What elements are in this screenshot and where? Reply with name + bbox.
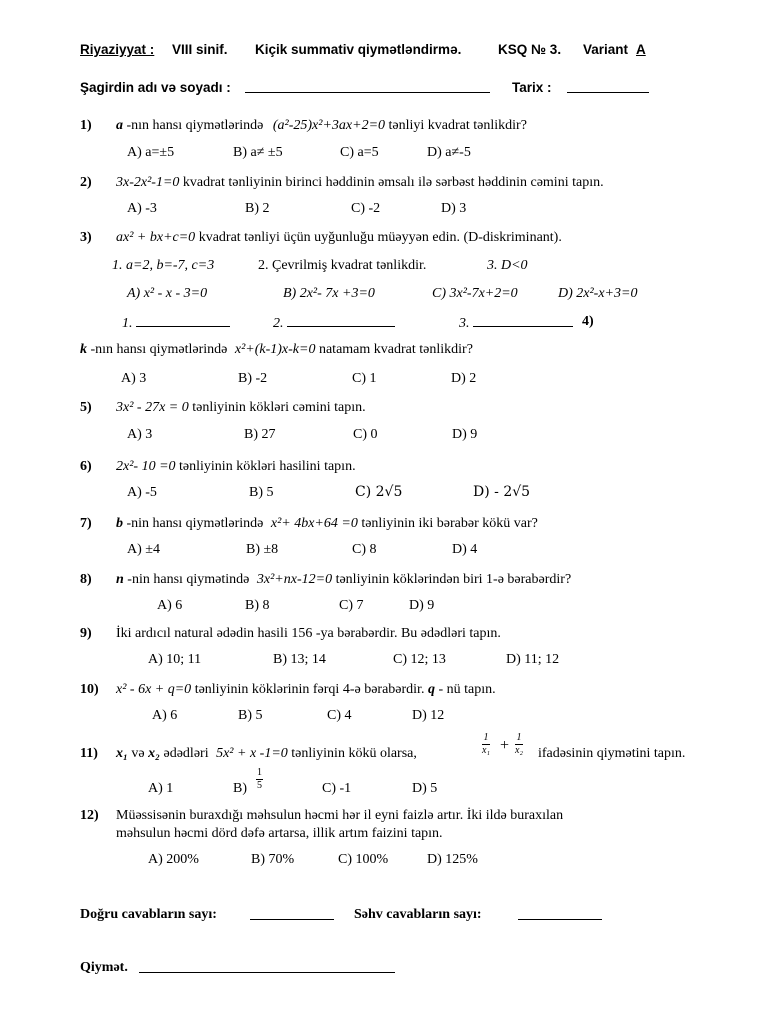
q8-option-d[interactable]: D) 9 [409, 598, 435, 613]
q2-option-c[interactable]: C) -2 [351, 201, 381, 216]
q11-fraction-2: $\frac{1}{\text{x₂}}$ [515, 732, 523, 756]
q8-option-b[interactable]: B) 8 [245, 598, 270, 613]
q11-option-b-fraction: $\frac{1}{5}$ [257, 767, 262, 791]
date-label: Tarix : [512, 80, 552, 95]
q11-text: x₁ və x₂ ədədləri 5x² + x -1=0 tənliyinin kökü olarsa, [116, 746, 417, 761]
q5-option-b[interactable]: B) 27 [244, 427, 276, 442]
q12-text-line1: Müəssisənin buraxdığı məhsulun həcmi hər il eyni faizlə artır. İki ildə buraxılan [116, 808, 564, 823]
q12-text-line2: məhsulun həcmi dörd dəfə artarsa, illik artım faizini tapın. [116, 826, 443, 841]
q7-number: 7) [80, 516, 92, 531]
q1-option-b[interactable]: B) a≠ ±5 [233, 145, 283, 160]
q9-option-c[interactable]: C) 12; 13 [393, 652, 446, 667]
q3-option-d[interactable]: D) 2x²-x+3=0 [558, 286, 638, 301]
variant-letter: A [636, 42, 646, 57]
q1-option-a[interactable]: A) a=±5 [127, 145, 175, 160]
q3-answer-3[interactable]: 3. [459, 314, 573, 332]
q6-text: 2x²- 10 =0 tənliyinin kökləri hasilini tapın. [116, 459, 356, 474]
q10-number: 10) [80, 682, 99, 697]
q11-number: 11) [80, 746, 98, 761]
q1-option-c[interactable]: C) a=5 [340, 145, 379, 160]
date-field[interactable] [567, 80, 649, 93]
q7-text: b -nin hansı qiymətlərində x²+ 4bx+64 =0 tənliyinin iki bərabər kökü var? [116, 516, 538, 531]
q4-text: k -nın hansı qiymətlərində x²+(k-1)x-k=0 natamam kvadrat tənlikdir? [80, 342, 473, 357]
q5-option-c[interactable]: C) 0 [353, 427, 378, 442]
q5-option-a[interactable]: A) 3 [127, 427, 153, 442]
q4-option-b[interactable]: B) -2 [238, 371, 268, 386]
q3-number: 3) [80, 230, 92, 245]
wrong-count-label: Səhv cavabların sayı: [354, 907, 482, 922]
q3-option-c[interactable]: C) 3x²-7x+2=0 [432, 286, 518, 301]
q11-option-b[interactable]: B) [233, 781, 247, 796]
q2-text: 3x-2x²-1=0 kvadrat tənliyinin birinci həddinin əmsalı ilə sərbəst həddinin cəmini tapın. [116, 175, 604, 190]
q10-option-c[interactable]: C) 4 [327, 708, 352, 723]
q12-option-c[interactable]: C) 100% [338, 852, 389, 867]
q2-option-b[interactable]: B) 2 [245, 201, 270, 216]
q10-option-b[interactable]: B) 5 [238, 708, 263, 723]
q4-option-d[interactable]: D) 2 [451, 371, 477, 386]
q5-option-d[interactable]: D) 9 [452, 427, 478, 442]
correct-count-field[interactable] [250, 907, 334, 925]
q3-text: ax² + bx+c=0 kvadrat tənliyi üçün uyğunluğu müəyyən edin. (D-diskriminant). [116, 230, 562, 245]
q7-option-b[interactable]: B) ±8 [246, 542, 279, 557]
student-name-field[interactable] [245, 80, 490, 93]
wrong-count-field[interactable] [518, 907, 602, 925]
q8-option-c[interactable]: C) 7 [339, 598, 364, 613]
q6-option-b[interactable]: B) 5 [249, 485, 274, 500]
q12-number: 12) [80, 808, 99, 823]
q12-option-a[interactable]: A) 200% [148, 852, 199, 867]
q10-option-a[interactable]: A) 6 [152, 708, 178, 723]
grade-label: VIII sinif. [172, 42, 228, 57]
q11-plus-sign: + [500, 737, 510, 754]
q1-option-d[interactable]: D) a≠-5 [427, 145, 471, 160]
grade-result-field[interactable] [139, 960, 395, 978]
q6-option-d[interactable]: D) - 2√5 [473, 484, 531, 500]
q9-number: 9) [80, 626, 92, 641]
q4-option-c[interactable]: C) 1 [352, 371, 377, 386]
q9-option-d[interactable]: D) 11; 12 [506, 652, 560, 667]
q3-answer-1[interactable]: 1. [122, 314, 230, 332]
q10-option-d[interactable]: D) 12 [412, 708, 445, 723]
q4-option-a[interactable]: A) 3 [121, 371, 147, 386]
q3-answer-2[interactable]: 2. [273, 314, 395, 332]
q3-option-a[interactable]: A) x² - x - 3=0 [127, 286, 208, 301]
q12-option-d[interactable]: D) 125% [427, 852, 478, 867]
q12-option-b[interactable]: B) 70% [251, 852, 295, 867]
q7-option-c[interactable]: C) 8 [352, 542, 377, 557]
q1-number: 1) [80, 118, 92, 133]
q3-condition-1: 1. a=2, b=-7, c=3 [112, 258, 215, 273]
q9-option-a[interactable]: A) 10; 11 [148, 652, 202, 667]
q6-option-a[interactable]: A) -5 [127, 485, 157, 500]
subject-label: Riyaziyyat : [80, 42, 155, 57]
q6-option-c[interactable]: C) 2√5 [355, 484, 403, 500]
q10-text: x² - 6x + q=0 tənliyinin köklərinin fərqi 4-ə bərabərdir. q - nü tapın. [116, 682, 496, 697]
variant-label: Variant [583, 42, 629, 57]
q11-option-d[interactable]: D) 5 [412, 781, 438, 796]
q9-text: İki ardıcıl natural ədədin hasili 156 -ya bərabərdir. Bu ədədləri tapın. [116, 626, 501, 641]
grade-result-label: Qiymət. [80, 960, 128, 975]
q2-number: 2) [80, 175, 92, 190]
q1-text: a -nın hansı qiymətlərində (a²-25)x²+3ax+2=0 tənliyi kvadrat tənlikdir? [116, 118, 527, 133]
q11-fraction-1: $\frac{1}{\text{x₁}}$ [482, 732, 490, 756]
correct-count-label: Doğru cavabların sayı: [80, 907, 217, 922]
ksq-label: KSQ № 3. [498, 42, 562, 57]
q3-condition-2: 2. Çevrilmiş kvadrat tənlikdir. [258, 258, 427, 273]
q4-number: 4) [582, 314, 594, 329]
q11-option-a[interactable]: A) 1 [148, 781, 174, 796]
q2-option-d[interactable]: D) 3 [441, 201, 467, 216]
test-title: Kiçik summativ qiymətləndirmə. [255, 42, 462, 57]
q11-text-end: ifadəsinin qiymətini tapın. [538, 746, 686, 761]
q8-text: n -nin hansı qiymətində 3x²+nx-12=0 tənliyinin köklərindən biri 1-ə bərabərdir? [116, 572, 572, 587]
q7-option-d[interactable]: D) 4 [452, 542, 478, 557]
q8-number: 8) [80, 572, 92, 587]
q9-option-b[interactable]: B) 13; 14 [273, 652, 326, 667]
q3-condition-3: 3. D<0 [487, 258, 528, 273]
q8-option-a[interactable]: A) 6 [157, 598, 183, 613]
q11-option-c[interactable]: C) -1 [322, 781, 352, 796]
q5-text: 3x² - 27x = 0 tənliyinin kökləri cəmini tapın. [116, 400, 366, 415]
q5-number: 5) [80, 400, 92, 415]
q6-number: 6) [80, 459, 92, 474]
student-name-label: Şagirdin adı və soyadı : [80, 80, 231, 95]
q3-option-b[interactable]: B) 2x²- 7x +3=0 [283, 286, 375, 301]
q7-option-a[interactable]: A) ±4 [127, 542, 160, 557]
q2-option-a[interactable]: A) -3 [127, 201, 157, 216]
